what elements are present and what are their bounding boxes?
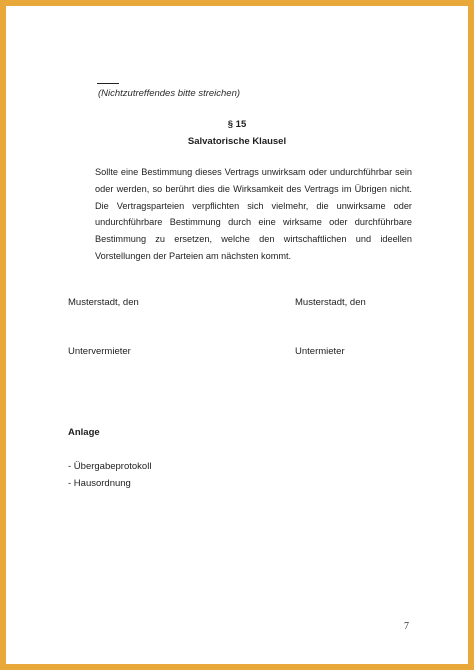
page-number: 7 xyxy=(404,621,409,632)
document-page xyxy=(6,6,468,664)
attachments-heading: Anlage xyxy=(68,427,100,438)
signature-role-left: Untervermieter xyxy=(68,346,131,357)
signature-place-right: Musterstadt, den xyxy=(295,297,366,308)
clause-paragraph: Sollte eine Bestimmung dieses Vertrags unwirksam oder undurchführbar sein oder werden, so berührt dies die Wirksamkeit des Vertrags im Übrigen nicht. Die Vertragsparteien verpflichten sich vielmehr, die unwirksame oder undurchführbare Bestimmung durch eine wirksame oder durchführbare Bestimmung zu ersetzen, welche den wirtschaftlichen und ideellen Vorstellungen der Parteien am nächsten kommt. xyxy=(95,167,412,261)
blank-line xyxy=(97,83,119,84)
section-number: § 15 xyxy=(227,119,247,130)
signature-role-right: Untermieter xyxy=(295,346,345,357)
signature-place-left: Musterstadt, den xyxy=(68,297,139,308)
attachments-list xyxy=(68,458,151,492)
attachment-item: - Hausordnung xyxy=(68,478,131,489)
section-title: Salvatorische Klausel xyxy=(187,136,287,147)
strike-note: (Nichtzutreffendes bitte streichen) xyxy=(98,88,241,99)
attachment-item: - Übergabeprotokoll xyxy=(68,461,152,472)
